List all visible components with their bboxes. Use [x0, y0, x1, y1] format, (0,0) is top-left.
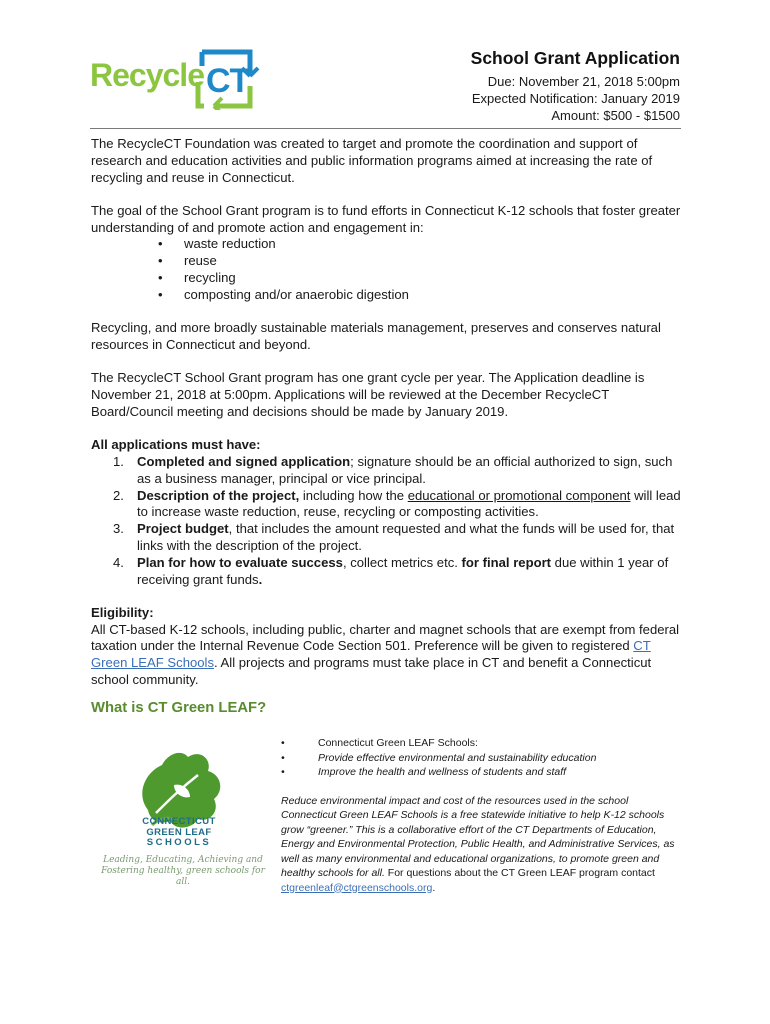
green-leaf-tagline: Leading, Educating, Achieving and Fostering healthy, green schools for all.: [101, 855, 265, 887]
notification-date: Expected Notification: January 2019: [471, 91, 680, 106]
list-item: • recycling: [91, 270, 681, 287]
intro-paragraph: The RecycleCT Foundation was created to target and promote the coordination and support of research and education activities and public information programs aimed at increasing the rate of recycling and reuse in Connecticut.: [91, 136, 653, 185]
requirement-item: [91, 521, 681, 555]
eligibility-heading: Eligibility:: [91, 604, 154, 620]
green-leaf-paragraph: [281, 794, 681, 896]
item-underline: educational or promotional component: [407, 487, 631, 503]
paragraph-text: For questions about the CT Green LEAF program contact: [384, 867, 655, 879]
list-item: • Provide effective environmental and sustainability education: [281, 751, 681, 766]
item-text: ; signature should be an official authorized to sign, such as a business manager, principal or vice principal.: [137, 453, 673, 486]
list-item: • waste reduction: [91, 236, 681, 253]
item-number: 4.: [113, 554, 124, 570]
item-number: 1.: [113, 453, 124, 469]
green-leaf-description: [281, 736, 681, 895]
logo-line: CONNECTICUT: [142, 816, 216, 827]
item-text: , collect metrics etc.: [342, 554, 462, 570]
item-text: including how the: [299, 487, 408, 503]
green-leaf-list: [281, 736, 681, 780]
requirement-item: [91, 454, 681, 488]
list-item: • composting and/or anaerobic digestion: [91, 287, 681, 304]
list-item: • reuse: [91, 253, 681, 270]
requirement-item: [91, 488, 681, 522]
logo-line: GREEN LEAF: [146, 826, 212, 838]
due-date: Due: November 21, 2018 5:00pm: [487, 74, 680, 89]
eligibility-paragraph: [91, 622, 681, 689]
green-leaf-logo-text: [134, 817, 224, 849]
item-bold: for final report: [461, 554, 552, 570]
grant-cycle-paragraph: The RecycleCT School Grant program has one grant cycle per year. The Application deadline is November 21, 2018 at 5:00pm. Applications will be reviewed at the December RecycleCT Board/Council meeting and decisions should be made by January 2019.: [91, 370, 645, 419]
logo-line: SCHOOLS: [146, 837, 212, 848]
green-leaf-heading: What is CT Green LEAF?: [91, 700, 267, 716]
logo-recycle-text: Recycle: [90, 57, 204, 93]
list-item: • Improve the health and wellness of students and staff: [281, 765, 681, 780]
logo-ct-text: CT: [206, 62, 250, 100]
item-text: due within 1 year of receiving grant funds: [137, 554, 669, 587]
paragraph-end: .: [432, 881, 436, 894]
requirements-heading: All applications must have:: [91, 437, 261, 453]
green-leaf-link[interactable]: CT Green LEAF Schools: [91, 638, 651, 671]
goal-paragraph: The goal of the School Grant program is to fund efforts in Connecticut K-12 schools that foster greater understanding of and promote action and engagement in:: [91, 202, 681, 235]
sustainability-paragraph: Recycling, and more broadly sustainable materials management, preserves and conserves natural resources in Connecticut and beyond.: [91, 320, 661, 352]
item-bold: Project budget: [137, 521, 229, 537]
eligibility-text: . All projects and programs must take place in CT and benefit a Connecticut school community.: [91, 655, 652, 688]
item-bold: Completed and signed application: [137, 453, 351, 469]
document-body: [91, 136, 681, 705]
email-link[interactable]: ctgreenleaf@ctgreenschools.org: [281, 881, 433, 894]
paragraph-text: Reduce environmental impact and cost of the resources used in the school Connecticut Green LEAF Schools is a free statewide initiative to help K-12 schools grow “greener.” This is a collaborative effort of the CT Departments of Education, Energy and Environmental Protection, Public Health, and Administrative Services, as well as many environmental and educational organizations, to promote green and healthy schools for all.: [281, 794, 675, 879]
requirements-list: [91, 454, 681, 588]
grant-amount: Amount: $500 - $1500: [551, 108, 680, 123]
goal-list: [91, 236, 681, 303]
header-divider: [90, 128, 681, 129]
item-end: .: [258, 571, 263, 587]
document-title: School Grant Application: [470, 48, 680, 68]
item-bold: Description of the project,: [137, 487, 300, 503]
item-number: 2.: [113, 487, 124, 503]
requirement-item: [91, 555, 681, 589]
item-number: 3.: [113, 521, 124, 537]
recyclect-logo: [90, 46, 262, 110]
list-item: • Connecticut Green LEAF Schools:: [281, 736, 681, 751]
item-text: , that includes the amount requested and what the funds will be used for, that links with the description of the project.: [137, 521, 675, 553]
item-text: will lead to increase waste reduction, reuse, recycling or composting activities.: [137, 487, 681, 520]
eligibility-text: All CT-based K-12 schools, including public, charter and magnet schools that are exempt from federal taxation under the Internal Revenue Code Section 501. Preference will be given to registered: [91, 621, 680, 654]
header-block: [471, 48, 680, 124]
item-bold: Plan for how to evaluate success: [137, 554, 343, 570]
